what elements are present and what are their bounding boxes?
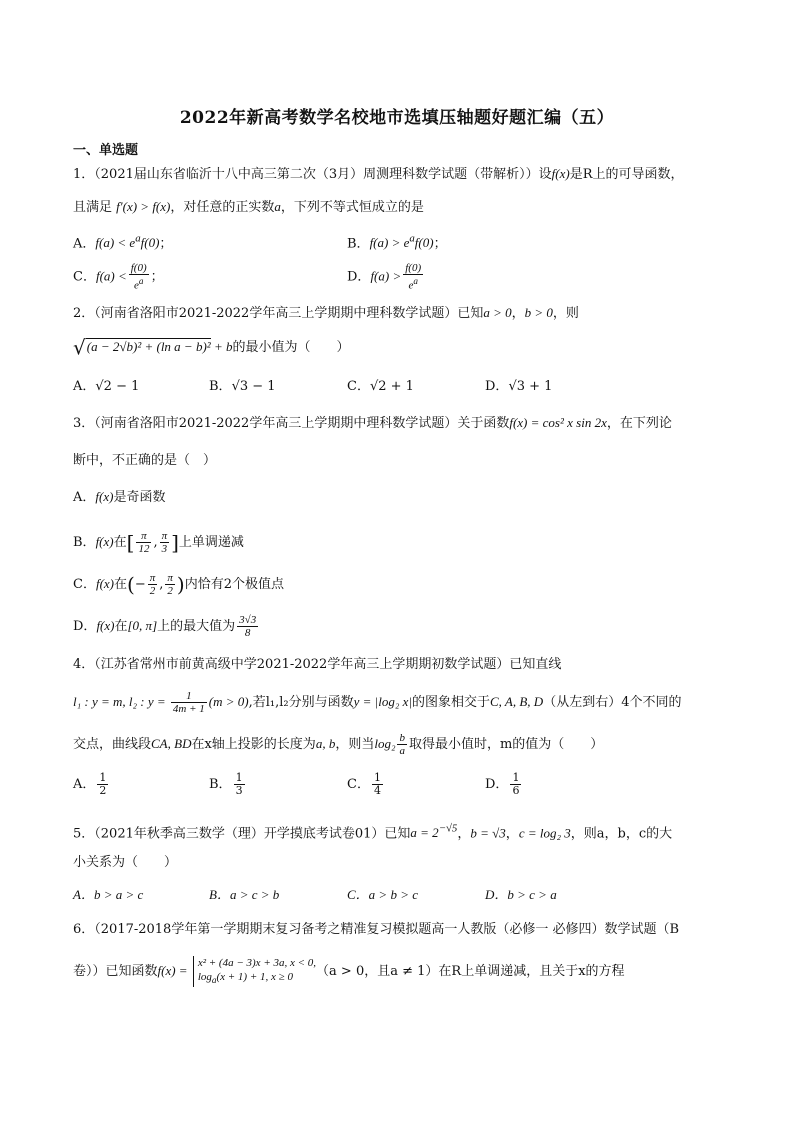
q1-text-c: 且满足 (73, 200, 113, 215)
q1-option-d: D．f(a) > $\frac{f(0)}{e^a}$ (347, 262, 422, 292)
question-2-line-1: 2．（河南省洛阳市2021-2022学年高三上学期期中理科数学试题）已知a > 0，b > 0，则 (73, 305, 579, 321)
q5-option-d: D．b > c > a (485, 887, 557, 902)
question-1-line-2 (73, 198, 424, 217)
question-3-line-2: 断中，不正确的是（ ） (73, 453, 217, 468)
q2-option-c: C．√2 + 1 (347, 379, 414, 394)
question-3-line-1: 3．（河南省洛阳市2021-2022学年高三上学期期中理科数学试题）关于函数f(x) = cos² x sin 2x，在下列论 (73, 415, 672, 431)
q1-option-c: C．f(a) < $\frac{f(0)}{e^a}$ ； (73, 262, 164, 292)
question-6-line-1: 6．（2017-2018学年第一学期期末复习备考之精准复习模拟题高一人教版（必修一 必修四）数学试题（B (73, 922, 680, 937)
question-5-line-2: 小关系为（ ） (73, 855, 178, 870)
q3-option-d: D．f(x)在[0, π]上的最大值为 $\frac{3√3}{8}$ (73, 614, 257, 639)
q1-condition: f′(x) > f(x) (116, 199, 171, 214)
q1-text-e: ，下列不等式恒成立的是 (280, 200, 424, 215)
q4-option-b: B． $\frac{1}{3}$ (209, 771, 243, 797)
q2-option-a: A．√2 − 1 (73, 379, 140, 394)
q5-option-c: C．a > b > c (347, 887, 418, 902)
page-title: 2022年新高考数学名校地市选填压轴题好题汇编（五） (179, 108, 615, 128)
piecewise-brace: x² + (4a − 3)x + 3a, x < 0, $\log_a(x + 1) + 1$, x ≥ 0 (193, 956, 316, 987)
q1-option-a: A．$f(a) < e^af(0)$； (73, 233, 173, 252)
q4-option-a: A． $\frac{1}{2}$ (73, 771, 107, 797)
q4-option-c: C． $\frac{1}{4}$ (347, 771, 381, 797)
question-1-line-1 (73, 165, 683, 184)
question-4-line-3: 交点，曲线段CA, BD在x轴上投影的长度为a, b，则当log₂ $\frac{b}{a}$ 取得最小值时，m的值为（ ） (73, 732, 604, 757)
question-5-line-1: 5．（2021年秋季高三数学（理）开学摸底考试卷01）已知$a = 2^{-√5}$，b = √3，c = log₂ 3，则a，b，c的大 (73, 823, 673, 842)
question-4-line-1: 4．（江苏省常州市前黄高级中学2021-2022学年高三上学期期初数学试题）已知直线 (73, 657, 562, 672)
q3-option-c: C．f(x)在(− $\frac{\pi}{2}$ , $\frac{\pi}{2}$ )内恰有2个极值点 (73, 572, 284, 597)
q1-text-a: 1．（2021届山东省临沂十八中高三第二次（3月）周测理科数学试题（带解析））设 (73, 167, 552, 182)
q1-text-d: ，对任意的正实数 (170, 200, 275, 215)
q1-option-b: B．$f(a) > e^af(0)$； (347, 233, 447, 252)
q1-text-b: 是R上的可导函数， (569, 167, 684, 182)
question-2-line-2: √(a − 2√b)² + (ln a − b)² + b的最小值为（ ） (73, 335, 350, 360)
section-heading: 一、单选题 (73, 143, 139, 158)
q3-option-b: B．f(x)在[ $\frac{\pi}{12}$ , $\frac{\pi}{3}$ ]上单调递减 (73, 530, 244, 555)
question-4-line-2: l₁ : y = m, l₂ : y = $\frac{1}{4m + 1}$ (m > 0),若l₁,l₂分别与函数y = |log₂ x|的图象相交于C, A, B, D（从左到右）4个不同的 (73, 690, 682, 715)
q1-fx: f(x) (551, 166, 570, 181)
q5-option-a: A．b > a > c (73, 887, 144, 902)
q3-option-a: A．f(x)是奇函数 (73, 489, 166, 505)
q1-a: a (274, 199, 281, 214)
q2-option-d: D．√3 + 1 (485, 379, 553, 394)
q2-option-b: B．√3 − 1 (209, 379, 276, 394)
q4-option-d: D． $\frac{1}{6}$ (485, 771, 520, 797)
q5-option-b: B．a > c > b (209, 887, 280, 902)
question-6-line-2: 卷））已知函数f(x) = x² + (4a − 3)x + 3a, x < 0, $\log_a(x + 1) + 1$, x ≥ 0 （a > 0，且a ≠ 1）在R上单调递减，且关于x的方程 (73, 957, 625, 986)
